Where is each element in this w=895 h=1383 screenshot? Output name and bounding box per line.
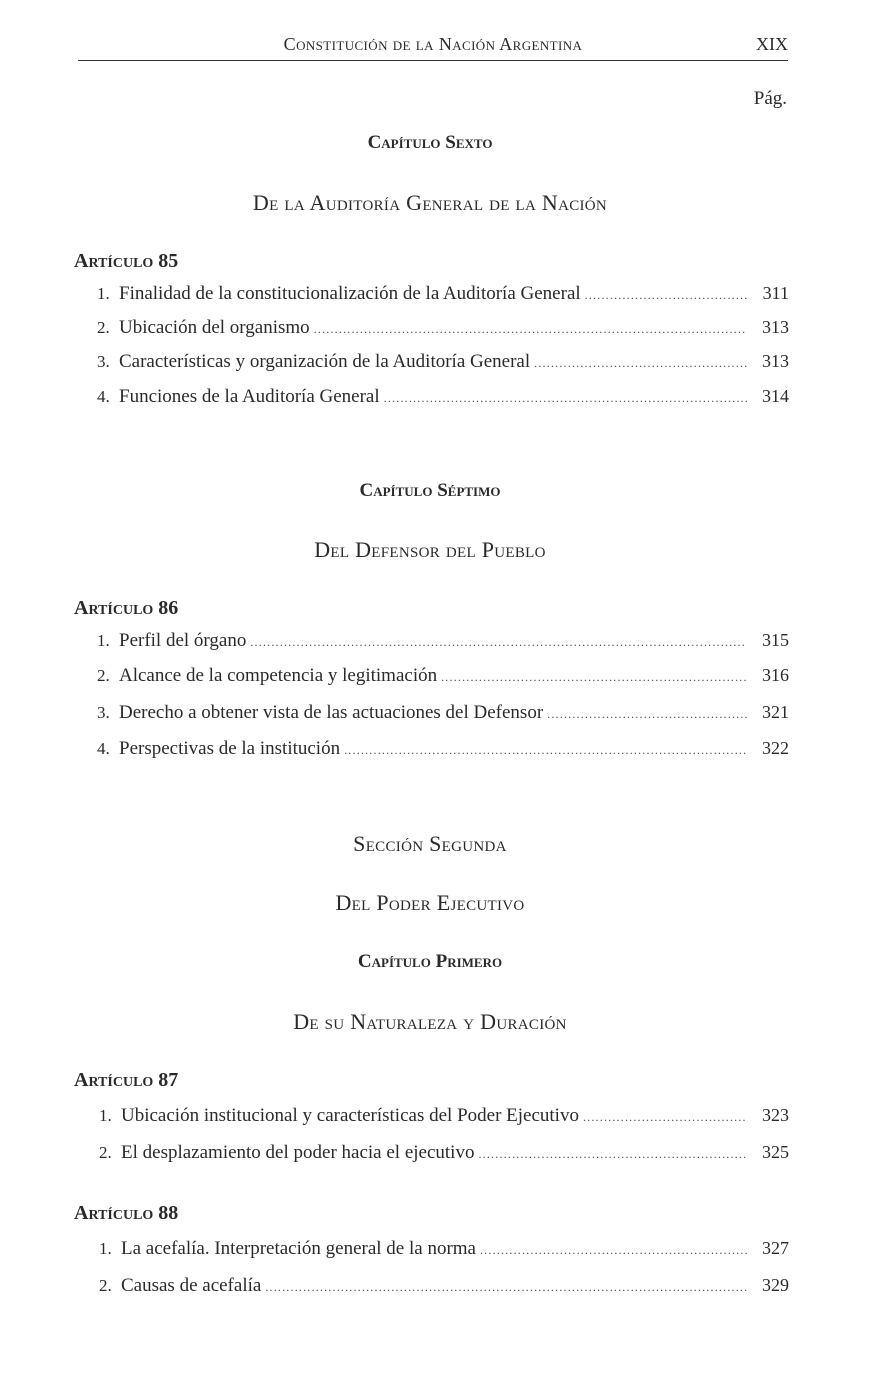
leader-dots xyxy=(585,288,747,303)
entry-title: Características y organización de la Auditoría General xyxy=(119,351,531,372)
entry-page: 322 xyxy=(762,738,789,758)
entry-title: Ubicación institucional y características del Poder Ejecutivo xyxy=(121,1105,579,1126)
leader-dots xyxy=(534,356,747,371)
entry-number: 2. xyxy=(97,666,110,685)
running-title: Constitución de la Nación Argentina xyxy=(283,34,583,54)
entry-title: El desplazamiento del poder hacia el ejecutivo xyxy=(121,1142,475,1163)
entry-page: 327 xyxy=(762,1238,789,1258)
entry-number: 2. xyxy=(99,1143,112,1162)
chapter-title: Del Defensor del Pueblo xyxy=(314,537,546,562)
toc-entry[interactable] xyxy=(97,665,789,691)
toc-entry[interactable] xyxy=(99,1142,789,1168)
entry-title: Perspectivas de la institución xyxy=(119,738,341,759)
entry-number: 2. xyxy=(97,318,110,337)
toc-entry[interactable] xyxy=(97,317,789,343)
entry-number: 3. xyxy=(97,703,110,722)
toc-entry[interactable] xyxy=(97,386,789,412)
toc-entry[interactable] xyxy=(97,351,789,377)
leader-dots xyxy=(478,1147,747,1162)
article-heading: Artículo 86 xyxy=(74,597,179,619)
entry-title: Causas de acefalía xyxy=(121,1275,262,1296)
article-heading: Artículo 87 xyxy=(74,1069,179,1091)
section-title: Del Poder Ejecutivo xyxy=(335,890,525,915)
section-heading: Sección Segunda xyxy=(353,831,507,856)
leader-dots xyxy=(480,1243,747,1258)
entry-page: 323 xyxy=(762,1105,789,1125)
entry-title: La acefalía. Interpretación general de la norma xyxy=(121,1238,476,1259)
article-heading: Artículo 88 xyxy=(74,1202,179,1224)
entry-page: 329 xyxy=(762,1275,789,1295)
chapter-title: De su Naturaleza y Duración xyxy=(293,1009,567,1034)
entry-title: Derecho a obtener vista de las actuaciones del Defensor xyxy=(119,702,544,723)
leader-dots xyxy=(265,1280,747,1295)
entry-title: Finalidad de la constitucionalización de la Auditoría General xyxy=(119,283,581,304)
leader-dots xyxy=(441,670,747,685)
article-heading: Artículo 85 xyxy=(74,250,179,272)
toc-entry[interactable] xyxy=(99,1105,789,1131)
entry-number: 2. xyxy=(99,1276,112,1295)
toc-entry[interactable] xyxy=(97,283,789,309)
entry-page: 311 xyxy=(762,283,789,303)
leader-dots xyxy=(250,635,747,650)
chapter-title: De la Auditoría General de la Nación xyxy=(252,190,608,215)
leader-dots xyxy=(314,322,747,337)
entry-number: 4. xyxy=(97,387,110,406)
entry-page: 316 xyxy=(762,665,789,685)
entry-number: 1. xyxy=(99,1239,112,1258)
toc-entry[interactable] xyxy=(97,738,789,764)
leader-dots xyxy=(547,707,747,722)
chapter-heading: Capítulo Sexto xyxy=(367,132,493,153)
toc-entry[interactable] xyxy=(99,1275,789,1301)
leader-dots xyxy=(344,743,747,758)
entry-title: Perfil del órgano xyxy=(119,630,247,651)
toc-entry[interactable] xyxy=(97,630,789,656)
page-column-label: Pág. xyxy=(753,88,787,109)
leader-dots xyxy=(583,1110,747,1125)
running-header xyxy=(78,32,788,61)
entry-page: 314 xyxy=(762,386,789,406)
entry-number: 4. xyxy=(97,739,110,758)
chapter-heading: Capítulo Primero xyxy=(357,951,503,972)
entry-number: 3. xyxy=(97,352,110,371)
entry-number: 1. xyxy=(97,284,110,303)
leader-dots xyxy=(384,391,747,406)
entry-page: 325 xyxy=(762,1142,789,1162)
entry-page: 313 xyxy=(762,351,789,371)
toc-entry[interactable] xyxy=(99,1238,789,1264)
entry-title: Alcance de la competencia y legitimación xyxy=(119,665,438,686)
toc-entry[interactable] xyxy=(97,702,789,728)
entry-number: 1. xyxy=(97,631,110,650)
entry-title: Ubicación del organismo xyxy=(119,317,310,338)
entry-number: 1. xyxy=(99,1106,112,1125)
page-number: XIX xyxy=(756,34,788,54)
chapter-heading: Capítulo Séptimo xyxy=(359,480,501,501)
entry-page: 313 xyxy=(762,317,789,337)
entry-title: Funciones de la Auditoría General xyxy=(119,386,380,407)
entry-page: 315 xyxy=(762,630,789,650)
entry-page: 321 xyxy=(762,702,789,722)
